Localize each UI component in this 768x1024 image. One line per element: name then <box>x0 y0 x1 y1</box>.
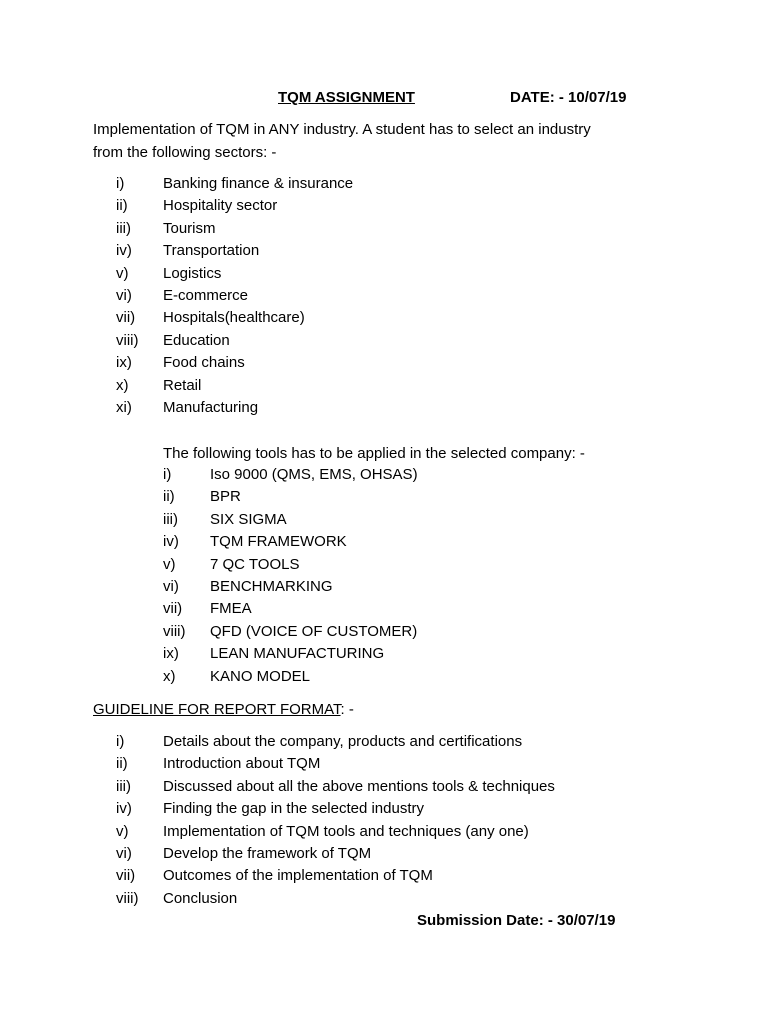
report-number: iii) <box>116 777 131 795</box>
sector-item <box>116 332 516 354</box>
sector-text: Retail <box>163 376 202 394</box>
tool-number: ii) <box>163 488 175 506</box>
report-text: Introduction about TQM <box>163 755 321 773</box>
sector-item <box>116 197 516 219</box>
sector-text: Logistics <box>163 264 222 282</box>
sector-item <box>116 265 516 287</box>
sector-item <box>116 309 516 331</box>
sector-item <box>116 220 516 242</box>
tool-number: x) <box>163 667 176 685</box>
sector-number: viii) <box>116 331 139 349</box>
report-item <box>116 823 636 845</box>
sector-item <box>116 377 516 399</box>
assignment-date: DATE: - 10/07/19 <box>510 89 627 106</box>
tool-text: BPR <box>210 488 241 506</box>
tool-text: LEAN MANUFACTURING <box>210 645 385 663</box>
intro-line-1: Implementation of TQM in ANY industry. A student has to select an industry <box>93 121 591 138</box>
tool-text: TQM FRAMEWORK <box>210 533 347 551</box>
tool-item <box>163 668 563 690</box>
tool-item <box>163 533 563 555</box>
guideline-heading-suffix: : - <box>340 701 354 718</box>
sector-text: Banking finance & insurance <box>163 175 354 192</box>
report-number: ii) <box>116 755 128 773</box>
tool-text: BENCHMARKING <box>210 577 333 595</box>
sector-number: xi) <box>116 398 132 416</box>
sector-number: ix) <box>116 354 132 372</box>
report-item <box>116 845 636 867</box>
tool-item <box>163 511 563 533</box>
report-text: Finding the gap in the selected industry <box>163 800 424 818</box>
tool-item <box>163 623 563 645</box>
tool-number: iv) <box>163 533 179 551</box>
tool-item <box>163 488 563 510</box>
sector-item <box>116 287 516 309</box>
tool-text: KANO MODEL <box>210 667 311 685</box>
intro-line-2: from the following sectors: - <box>93 144 277 161</box>
sector-number: vi) <box>116 286 132 304</box>
sector-number: ii) <box>116 197 128 215</box>
report-item <box>116 890 636 912</box>
sector-text: Food chains <box>163 354 245 372</box>
tool-item <box>163 645 563 667</box>
sector-number: vii) <box>116 309 136 327</box>
sector-number: x) <box>116 376 129 394</box>
sector-text: Manufacturing <box>163 398 259 416</box>
tools-heading: The following tools has to be applied in the selected company: - <box>163 445 585 462</box>
tool-text: QFD (VOICE OF CUSTOMER) <box>210 622 418 640</box>
report-text: Implementation of TQM tools and techniques (any one) <box>163 822 529 840</box>
report-number: viii) <box>116 889 139 907</box>
tool-item <box>163 466 563 488</box>
report-item <box>116 733 636 755</box>
tool-number: v) <box>163 555 176 573</box>
guideline-heading: GUIDELINE FOR REPORT FORMAT <box>93 701 341 718</box>
report-number: vi) <box>116 844 132 862</box>
report-item <box>116 778 636 800</box>
report-text: Conclusion <box>163 889 238 907</box>
report-number: vii) <box>116 867 136 885</box>
report-format-list <box>116 733 636 912</box>
sector-number: i) <box>116 175 125 192</box>
sector-number: iv) <box>116 242 132 260</box>
tool-number: vi) <box>163 577 179 595</box>
tool-number: viii) <box>163 622 186 640</box>
report-text: Details about the company, products and certifications <box>163 733 523 750</box>
report-text: Develop the framework of TQM <box>163 844 372 862</box>
sector-list <box>116 175 516 421</box>
tool-number: ix) <box>163 645 179 663</box>
tools-list <box>163 466 563 690</box>
sector-number: iii) <box>116 219 131 237</box>
sector-item <box>116 242 516 264</box>
tool-number: vii) <box>163 600 183 618</box>
sector-text: E-commerce <box>163 286 249 304</box>
tool-item <box>163 556 563 578</box>
tool-text: FMEA <box>210 600 252 618</box>
sector-text: Hospitality sector <box>163 197 278 215</box>
sector-text: Tourism <box>163 219 216 237</box>
report-number: i) <box>116 733 125 750</box>
sector-text: Transportation <box>163 242 260 260</box>
sector-text: Education <box>163 331 230 349</box>
tool-item <box>163 578 563 600</box>
tool-number: i) <box>163 466 172 483</box>
report-item <box>116 755 636 777</box>
sector-item <box>116 354 516 376</box>
tool-text: Iso 9000 (QMS, EMS, OHSAS) <box>210 466 418 483</box>
guideline-heading-row <box>93 701 354 719</box>
tool-text: 7 QC TOOLS <box>210 555 300 573</box>
assignment-title: TQM ASSIGNMENT <box>278 89 415 106</box>
tool-number: iii) <box>163 510 178 528</box>
sector-number: v) <box>116 264 129 282</box>
report-item <box>116 867 636 889</box>
report-text: Outcomes of the implementation of TQM <box>163 867 433 885</box>
report-number: iv) <box>116 800 132 818</box>
sector-text: Hospitals(healthcare) <box>163 309 305 327</box>
sector-item <box>116 175 516 197</box>
report-number: v) <box>116 822 129 840</box>
report-item <box>116 800 636 822</box>
tool-item <box>163 600 563 622</box>
report-text: Discussed about all the above mentions tools & techniques <box>163 777 555 795</box>
submission-date: Submission Date: - 30/07/19 <box>417 912 616 929</box>
sector-item <box>116 399 516 421</box>
tool-text: SIX SIGMA <box>210 510 287 528</box>
